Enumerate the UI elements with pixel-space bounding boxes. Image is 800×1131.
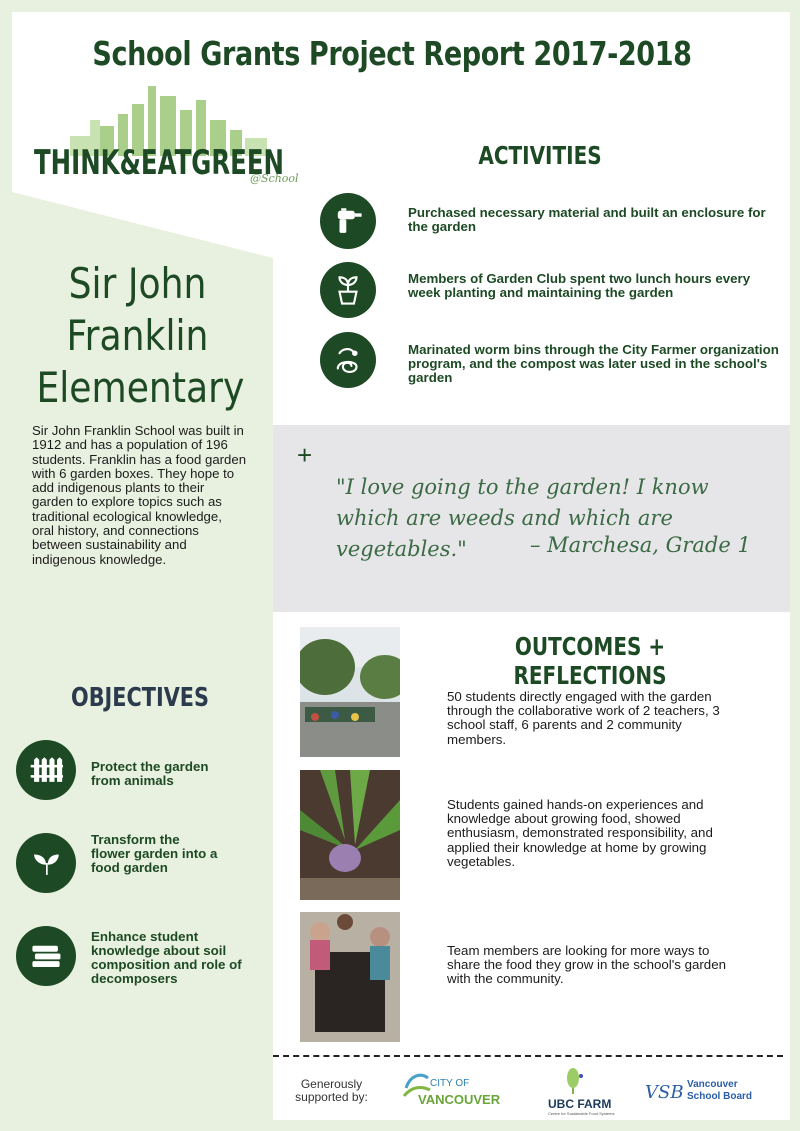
objective-text: Enhance student knowledge about soil composition and role of decomposers — [91, 929, 242, 986]
svg-text:Centre for Sustainable Food Sy: Centre for Sustainable Food Systems — [548, 1111, 615, 1116]
ubc-farm-logo — [543, 1062, 623, 1116]
page-title: School Grants Project Report 2017-2018 — [92, 34, 692, 73]
school-name-line: Elementary — [36, 363, 245, 412]
activity-text: Members of Garden Club spent two lunch hours every week planting and maintaining the garden — [408, 271, 751, 300]
fence-icon — [16, 740, 76, 800]
svg-text:VANCOUVER: VANCOUVER — [418, 1092, 501, 1107]
school-name-line: Franklin — [66, 311, 209, 360]
plant-pot-icon — [320, 262, 376, 318]
logo-subtext: @School — [250, 172, 299, 185]
activity-text: Purchased necessary material and built an enclosure for the garden — [408, 205, 766, 234]
plus-icon: + — [297, 440, 313, 470]
books-icon — [16, 926, 76, 986]
activities-heading: ACTIVITIES — [478, 141, 602, 170]
vancouver-school-board-logo — [643, 1074, 763, 1108]
school-description: Sir John Franklin School was built in 1912 and has a population of 196 students. Franklin has a food garden with 6 garden boxes. They hope to add indigenous plants to their garden to explore topics such as traditional ecological knowledge, oral history, and connections between sustainability and indigenous knowledge. — [32, 423, 247, 567]
think-eat-green-logo — [30, 86, 310, 186]
outcome-text: Team members are looking for more ways to share the food they grow in the school's garden with the community. — [447, 943, 726, 987]
worm-icon — [320, 332, 376, 388]
svg-text:CITY OF: CITY OF — [430, 1078, 470, 1089]
sponsor-divider — [273, 1055, 783, 1057]
logo-text: THINK&EATGREEN — [34, 143, 284, 183]
svg-text:VSB: VSB — [645, 1082, 684, 1103]
objectives-heading: OBJECTIVES — [71, 683, 209, 713]
svg-text:Vancouver: Vancouver — [687, 1079, 738, 1090]
quote-text: "I love going to the garden! I know which are weeds and which are vegetables." — [336, 475, 709, 561]
svg-text:School Board: School Board — [687, 1091, 753, 1102]
outcome-text: 50 students directly engaged with the garden through the collaborative work of 2 teachers, 3 school staff, 6 parents and 2 community members. — [447, 689, 720, 747]
outcomes-heading: OUTCOMES + REFLECTIONS — [513, 632, 667, 690]
quote-author: – Marchesa, Grade 1 — [530, 533, 751, 557]
outcome-text: Students gained hands-on experiences and knowledge about growing food, showed enthusiasm, demonstrated responsibility, and applied their knowledge at home by growing vegetables. — [447, 797, 713, 869]
svg-text:UBC FARM: UBC FARM — [548, 1097, 612, 1111]
sponsor-label: Generously supported by: — [295, 1077, 368, 1104]
objective-text: Transform the flower garden into a food garden — [91, 832, 218, 875]
garden-photo — [300, 627, 400, 757]
students-photo — [300, 912, 400, 1042]
vegetable-photo — [300, 770, 400, 900]
city-of-vancouver-logo — [400, 1068, 520, 1112]
school-name — [36, 258, 245, 414]
school-name-line: Sir John — [68, 259, 207, 308]
objective-text: Protect the garden from animals — [91, 759, 209, 788]
activity-text: Marinated worm bins through the City Farmer organization program, and the compost was later used in the school's garden — [408, 342, 779, 385]
sprout-icon — [16, 833, 76, 893]
drill-icon — [320, 193, 376, 249]
